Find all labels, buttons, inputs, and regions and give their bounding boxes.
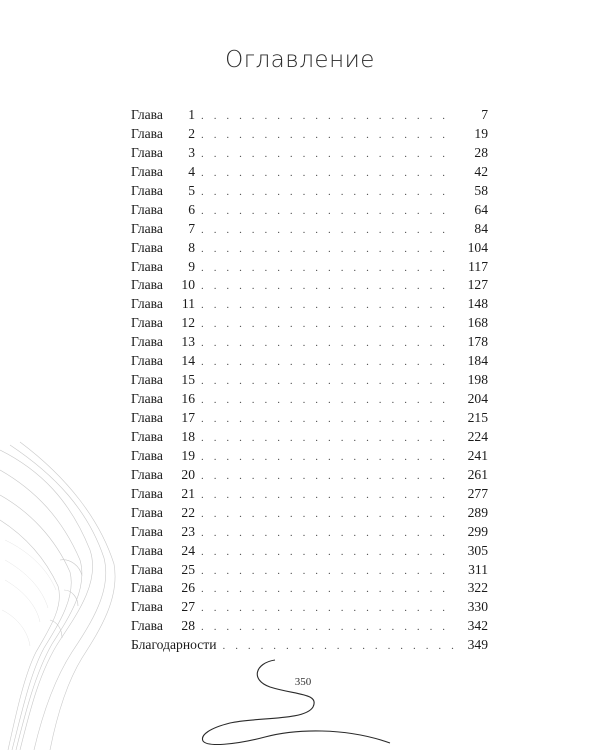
toc-chapter-number: 5 (188, 182, 195, 198)
toc-entry-word: Глава (131, 410, 163, 425)
dot-leader (201, 221, 454, 240)
toc-page-number: 305 (467, 542, 488, 558)
toc-entry-label (131, 201, 195, 220)
toc-page-number: 289 (467, 504, 488, 520)
dot-leader (201, 202, 454, 221)
toc-chapter-number: 16 (181, 391, 195, 407)
dot-leader (201, 126, 454, 145)
toc-entry[interactable] (131, 333, 488, 352)
toc-entry-label (131, 295, 195, 314)
toc-entry-label (131, 617, 195, 636)
toc-entry[interactable] (131, 352, 488, 371)
toc-entry[interactable] (131, 220, 488, 239)
toc-chapter-number: 7 (188, 220, 195, 236)
toc-entry-word: Глава (131, 504, 163, 520)
toc-entry-label (131, 258, 195, 277)
toc-entry-word: Глава (131, 618, 163, 634)
toc-entry-word: Благодарности (131, 637, 217, 653)
toc-chapter-number: 3 (188, 144, 195, 160)
toc-chapter-number: 4 (188, 163, 195, 179)
toc-entry-word: Глава (131, 599, 163, 615)
toc-entry-word: Глава (131, 353, 163, 369)
flourish-swirl (195, 655, 395, 750)
dot-leader (201, 353, 454, 372)
toc-entry[interactable] (131, 617, 488, 636)
dot-leader (201, 429, 454, 448)
toc-entry[interactable] (131, 504, 488, 523)
toc-entry-word: Глава (131, 428, 163, 444)
toc-entry[interactable] (131, 144, 488, 163)
toc-chapter-number: 28 (181, 618, 195, 634)
toc-entry[interactable] (131, 295, 488, 314)
dot-leader (201, 486, 454, 505)
toc-entry-label (131, 144, 195, 163)
toc-entry-label (131, 523, 195, 542)
toc-chapter-number: 17 (181, 410, 195, 425)
toc-entry-word: Глава (131, 542, 163, 558)
dot-leader (201, 599, 454, 618)
dot-leader (201, 505, 454, 524)
toc-entry-label (131, 163, 195, 182)
toc-page-number: 117 (468, 258, 488, 274)
toc-entry-label (131, 579, 195, 598)
dot-leader (201, 183, 454, 202)
toc-chapter-number: 9 (188, 258, 195, 274)
toc-entry-word: Глава (131, 580, 163, 596)
toc-entry-word: Глава (131, 277, 163, 293)
toc-chapter-number: 10 (181, 277, 195, 293)
toc-chapter-number: 2 (188, 125, 195, 141)
toc-entry-label (131, 239, 195, 258)
toc-entry-word: Глава (131, 258, 163, 274)
toc-entry-word: Глава (131, 163, 163, 179)
toc-entry[interactable] (131, 258, 488, 277)
toc-entry-label (131, 276, 195, 295)
toc-entry-label (131, 428, 195, 447)
toc-page-number: 198 (467, 372, 488, 388)
toc-chapter-number: 13 (181, 334, 195, 350)
toc-entry-label (131, 125, 195, 144)
toc-entry-word: Глава (131, 296, 163, 312)
toc-page-number: 261 (467, 466, 488, 482)
toc-entry[interactable] (131, 314, 488, 333)
toc-entry-label (131, 636, 217, 655)
toc-chapter-number: 26 (181, 580, 195, 596)
dot-leader (201, 164, 454, 183)
toc-page-number: 342 (467, 618, 488, 634)
toc-page-number: 127 (467, 277, 488, 293)
dot-leader (201, 580, 454, 599)
toc-page-number: 84 (474, 220, 488, 236)
toc-page-number: 28 (474, 144, 488, 160)
dot-leader (201, 467, 454, 486)
dot-leader (201, 240, 454, 259)
toc-page-number: 299 (467, 523, 488, 539)
toc-entry[interactable] (131, 276, 488, 295)
toc-entry[interactable] (131, 163, 488, 182)
toc-entry[interactable] (131, 636, 488, 655)
toc-page-number: 330 (467, 599, 488, 615)
toc-entry-label (131, 504, 195, 523)
toc-page-number: 277 (467, 485, 488, 501)
toc-page-number: 7 (481, 107, 488, 122)
toc-entry-word: Глава (131, 107, 163, 122)
dot-leader (223, 637, 455, 656)
toc-page-number: 19 (474, 125, 488, 141)
dot-leader (201, 277, 454, 296)
toc-entry-label (131, 390, 195, 409)
toc-entry-word: Глава (131, 466, 163, 482)
dot-leader (201, 107, 454, 126)
toc-entry-word: Глава (131, 561, 163, 577)
toc-page-number: 64 (474, 201, 488, 217)
toc-entry[interactable] (131, 409, 488, 428)
toc-chapter-number: 1 (188, 107, 195, 122)
toc-entry-word: Глава (131, 125, 163, 141)
toc-entry-label (131, 333, 195, 352)
toc-page-number: 349 (467, 637, 488, 653)
toc-entry[interactable] (131, 579, 488, 598)
toc-entry-label (131, 314, 195, 333)
toc-chapter-number: 21 (181, 485, 195, 501)
toc-page-number: 322 (467, 580, 488, 596)
table-of-contents (131, 106, 488, 655)
toc-chapter-number: 23 (181, 523, 195, 539)
toc-entry-label (131, 106, 195, 125)
toc-chapter-number: 12 (181, 315, 195, 331)
toc-entry[interactable] (131, 125, 488, 144)
toc-page-number: 215 (467, 410, 488, 425)
toc-entry-label (131, 485, 195, 504)
toc-chapter-number: 6 (188, 201, 195, 217)
toc-entry-word: Глава (131, 447, 163, 463)
toc-entry[interactable] (131, 428, 488, 447)
toc-entry[interactable] (131, 390, 488, 409)
toc-entry-word: Глава (131, 523, 163, 539)
toc-entry-label (131, 447, 195, 466)
toc-entry[interactable] (131, 561, 488, 580)
toc-entry[interactable] (131, 239, 488, 258)
toc-page-number: 42 (474, 163, 488, 179)
toc-chapter-number: 19 (181, 447, 195, 463)
toc-chapter-number: 20 (181, 466, 195, 482)
toc-entry-label (131, 182, 195, 201)
dot-leader (201, 448, 454, 467)
toc-entry-word: Глава (131, 334, 163, 350)
dot-leader (201, 543, 454, 562)
toc-title: Оглавление (225, 47, 375, 73)
toc-entry-word: Глава (131, 391, 163, 407)
toc-entry-word: Глава (131, 144, 163, 160)
toc-entry[interactable] (131, 201, 488, 220)
toc-entry-label (131, 371, 195, 390)
toc-chapter-number: 18 (181, 428, 195, 444)
toc-chapter-number: 25 (181, 561, 195, 577)
dot-leader (201, 296, 454, 315)
toc-page-number: 168 (467, 315, 488, 331)
toc-page-number: 224 (467, 428, 488, 444)
toc-chapter-number: 15 (181, 372, 195, 388)
toc-page-number: 104 (467, 239, 488, 255)
dot-leader (201, 145, 454, 164)
toc-chapter-number: 8 (188, 239, 195, 255)
toc-chapter-number: 11 (181, 296, 195, 312)
dot-leader (201, 618, 454, 637)
toc-entry-label (131, 220, 195, 239)
toc-entry-label (131, 352, 195, 371)
toc-entry[interactable] (131, 447, 488, 466)
dot-leader (201, 372, 454, 391)
toc-entry[interactable] (131, 523, 488, 542)
toc-entry-label (131, 409, 195, 428)
toc-chapter-number: 27 (181, 599, 195, 615)
toc-page-number: 148 (467, 296, 488, 312)
toc-entry-label (131, 542, 195, 561)
toc-entry-word: Глава (131, 182, 163, 198)
dot-leader (201, 524, 454, 543)
dot-leader (201, 315, 454, 334)
toc-chapter-number: 14 (181, 353, 195, 369)
dot-leader (201, 334, 454, 353)
toc-entry[interactable] (131, 542, 488, 561)
toc-entry[interactable] (131, 371, 488, 390)
toc-entry-word: Глава (131, 315, 163, 331)
toc-page-number: 184 (467, 353, 488, 369)
toc-page-number: 241 (467, 447, 488, 463)
toc-chapter-number: 24 (181, 542, 195, 558)
toc-entry-word: Глава (131, 372, 163, 388)
toc-entry-word: Глава (131, 485, 163, 501)
page-number: 350 (294, 676, 312, 688)
toc-entry[interactable] (131, 598, 488, 617)
toc-page-number: 204 (467, 391, 488, 407)
toc-entry-label (131, 598, 195, 617)
toc-entry-label (131, 466, 195, 485)
dot-leader (201, 259, 454, 278)
toc-entry[interactable] (131, 485, 488, 504)
toc-entry-word: Глава (131, 201, 163, 217)
toc-entry-word: Глава (131, 220, 163, 236)
toc-page-number: 58 (474, 182, 488, 198)
dot-leader (201, 410, 454, 429)
toc-chapter-number: 22 (181, 504, 195, 520)
dot-leader (201, 562, 454, 581)
toc-entry-label (131, 561, 195, 580)
dot-leader (201, 391, 454, 410)
toc-page-number: 178 (467, 334, 488, 350)
toc-entry[interactable] (131, 466, 488, 485)
toc-entry-word: Глава (131, 239, 163, 255)
toc-page-number: 311 (468, 561, 488, 577)
feather-illustration (0, 440, 140, 750)
toc-entry[interactable] (131, 106, 488, 125)
toc-entry[interactable] (131, 182, 488, 201)
